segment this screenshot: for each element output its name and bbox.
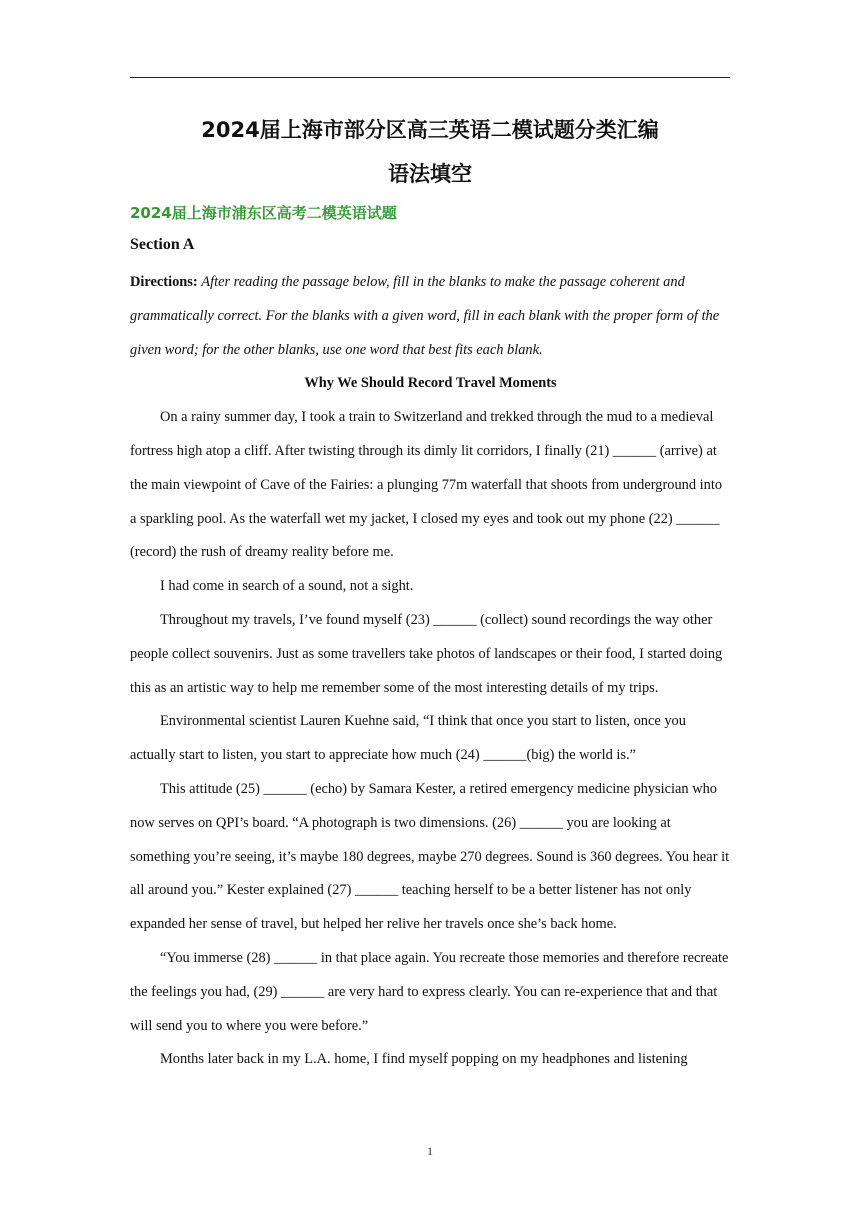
header-rule [130, 77, 730, 78]
passage-paragraph: On a rainy summer day, I took a train to Switzerland and trekked through the mud to a medieval fortress high atop a cliff. After twisting through its dimly lit corridors, I finally (21) ______ (arrive) at the main viewpoint of Cave of the Fairies: a plunging 77m waterfall that shoots from underground into a sparkling pool. As the waterfall wet my jacket, I closed my eyes and took out my phone (22) ______ (record) the rush of dreamy reality before me. [130, 409, 723, 561]
directions-label: Directions: [130, 274, 198, 290]
section-label: Section A [130, 236, 195, 253]
page-number: 1 [427, 1144, 433, 1158]
passage-paragraph: I had come in search of a sound, not a sight. [160, 578, 414, 595]
document-title: 2024届上海市部分区高三英语二模试题分类汇编 [201, 118, 659, 142]
passage-paragraph: Months later back in my L.A. home, I find myself popping on my headphones and listening [160, 1051, 688, 1068]
passage-paragraph: Environmental scientist Lauren Kuehne said, “I think that once you start to listen, once you actually start to listen, you start to appreciate how much (24) ______(big) the world is.” [130, 713, 686, 764]
passage-paragraph: “You immerse (28) ______ in that place again. You recreate those memories and therefore recreate the feelings you had, (29) ______ are very hard to express clearly. You can re-experience that and that will send you to where you were before.” [130, 949, 729, 1034]
directions [130, 266, 731, 367]
passage-title: Why We Should Record Travel Moments [304, 375, 557, 392]
directions-text: After reading the passage below, fill in the blanks to make the passage coherent and grammatically correct. For the blanks with a given word, fill in each blank with the proper form of the given word; for the other blanks, use one word that best fits each blank. [130, 274, 720, 358]
document-body [130, 266, 731, 1077]
exam-source-heading: 2024届上海市浦东区高考二模英语试题 [130, 204, 397, 222]
document-subtitle: 语法填空 [388, 162, 472, 186]
passage-paragraph: Throughout my travels, I’ve found myself (23) ______ (collect) sound recordings the way other people collect souvenirs. Just as some travellers take photos of landscapes or their food, I started doing this as an artistic way to help me remember some of the most interesting details of my trips. [130, 611, 723, 696]
passage-paragraph: This attitude (25) ______ (echo) by Samara Kester, a retired emergency medicine physician who now serves on QPI’s board. “A photograph is two dimensions. (26) ______ you are looking at something you’re seeing, it’s maybe 180 degrees, maybe 270 degrees. Sound is 360 degrees. You hear it all around you.” Kester explained (27) ______ teaching herself to be a better listener has not only expanded her sense of travel, but helped her relive her travels once she’s back home. [130, 780, 730, 933]
